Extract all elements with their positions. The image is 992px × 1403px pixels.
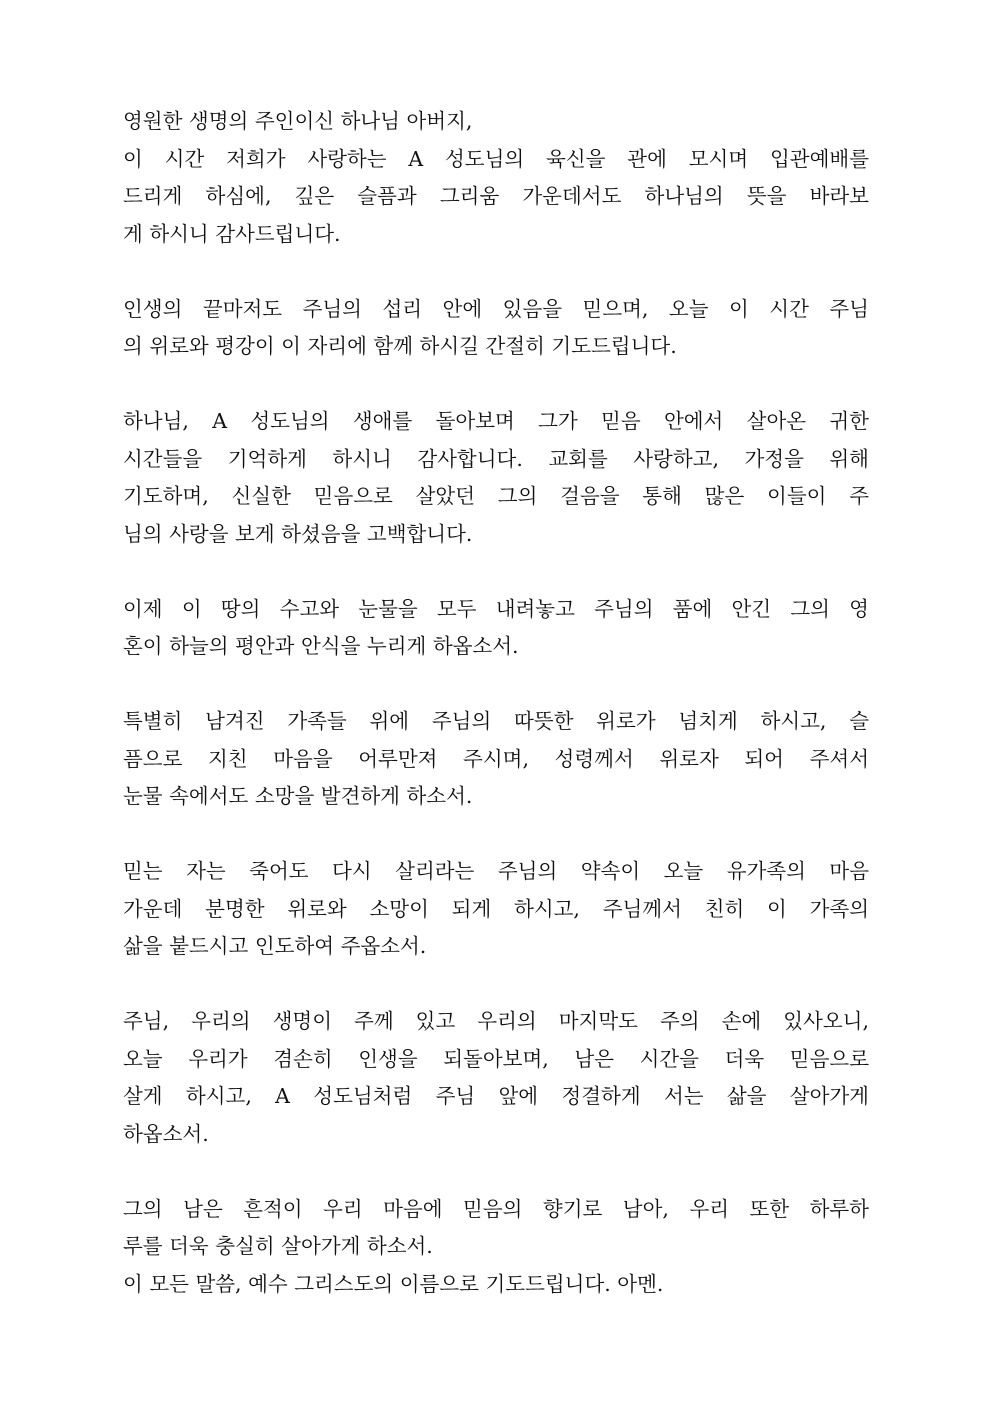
text-line: 믿는 자는 죽어도 다시 살리라는 주님의 약속이 오늘 유가족의 마음 [123, 859, 869, 883]
text-line: 픔으로 지친 마음을 어루만져 주시며, 성령께서 위로자 되어 주셔서 [123, 746, 869, 771]
paragraph-providence [123, 291, 869, 366]
text-line: 하나님, A 성도님의 생애를 돌아보며 그가 믿음 안에서 살아온 귀한 [123, 409, 869, 433]
text-line: 오늘 우리가 겸손히 인생을 되돌아보며, 남은 시간을 더욱 믿음으로 [123, 1046, 869, 1071]
paragraph-spacer [123, 553, 869, 591]
text-line: 이 모든 말씀, 예수 그리스도의 이름으로 기도드립니다. 아멘. [123, 1271, 664, 1296]
paragraph-spacer [123, 966, 869, 1004]
text-line: 삶을 붙드시고 인도하여 주옵소서. [123, 934, 427, 958]
text-line: 하옵소서. [123, 1121, 209, 1146]
text-line: 가운데 분명한 위로와 소망이 되게 하시고, 주님께서 친히 이 가족의 [123, 896, 869, 921]
text-line: 이제 이 땅의 수고와 눈물을 모두 내려놓고 주님의 품에 안긴 그의 영 [123, 596, 869, 621]
text-line: 그의 남은 흔적이 우리 마음에 믿음의 향기로 남아, 우리 또한 하루하 [123, 1196, 869, 1221]
paragraph-spacer [123, 366, 869, 404]
text-line: 기도하며, 신실한 믿음으로 살았던 그의 걸음을 통해 많은 이들이 주 [123, 484, 869, 508]
paragraph-spacer [123, 816, 869, 854]
text-line: 혼이 하늘의 평안과 안식을 누리게 하옵소서. [123, 634, 519, 658]
text-line: 루를 더욱 충실히 살아가게 하소서. [123, 1234, 433, 1258]
text-line: 영원한 생명의 주인이신 하나님 아버지, [123, 109, 473, 133]
text-line: 이 시간 저희가 사랑하는 A 성도님의 육신을 관에 모시며 입관예배를 [123, 146, 869, 171]
text-line: 주님, 우리의 생명이 주께 있고 우리의 마지막도 주의 손에 있사오니, [123, 1009, 869, 1033]
paragraph-life-reflection [123, 1003, 869, 1153]
text-line: 인생의 끝마저도 주님의 섭리 안에 있음을 믿으며, 오늘 이 시간 주님 [123, 296, 869, 321]
paragraph-rest [123, 591, 869, 666]
paragraph-closing [123, 1191, 869, 1304]
document-body [123, 103, 869, 1303]
paragraph-family-comfort [123, 703, 869, 816]
text-line: 눈물 속에서도 소망을 발견하게 하소서. [123, 784, 473, 808]
paragraph-spacer [123, 666, 869, 704]
paragraph-promise [123, 853, 869, 966]
text-line: 드리게 하심에, 깊은 슬픔과 그리움 가운데서도 하나님의 뜻을 바라보 [123, 184, 869, 208]
paragraph-remembrance [123, 403, 869, 553]
paragraph-opening [123, 103, 869, 253]
text-line: 의 위로와 평강이 이 자리에 함께 하시길 간절히 기도드립니다. [123, 334, 677, 358]
text-line: 특별히 남겨진 가족들 위에 주님의 따뜻한 위로가 넘치게 하시고, 슬 [123, 709, 869, 733]
text-line: 님의 사랑을 보게 하셨음을 고백합니다. [123, 521, 473, 546]
paragraph-spacer [123, 253, 869, 291]
text-line: 게 하시니 감사드립니다. [123, 221, 341, 246]
text-line: 살게 하시고, A 성도님처럼 주님 앞에 정결하게 서는 삶을 살아가게 [123, 1084, 869, 1108]
text-line: 시간들을 기억하게 하시니 감사합니다. 교회를 사랑하고, 가정을 위해 [123, 446, 869, 471]
paragraph-spacer [123, 1153, 869, 1191]
